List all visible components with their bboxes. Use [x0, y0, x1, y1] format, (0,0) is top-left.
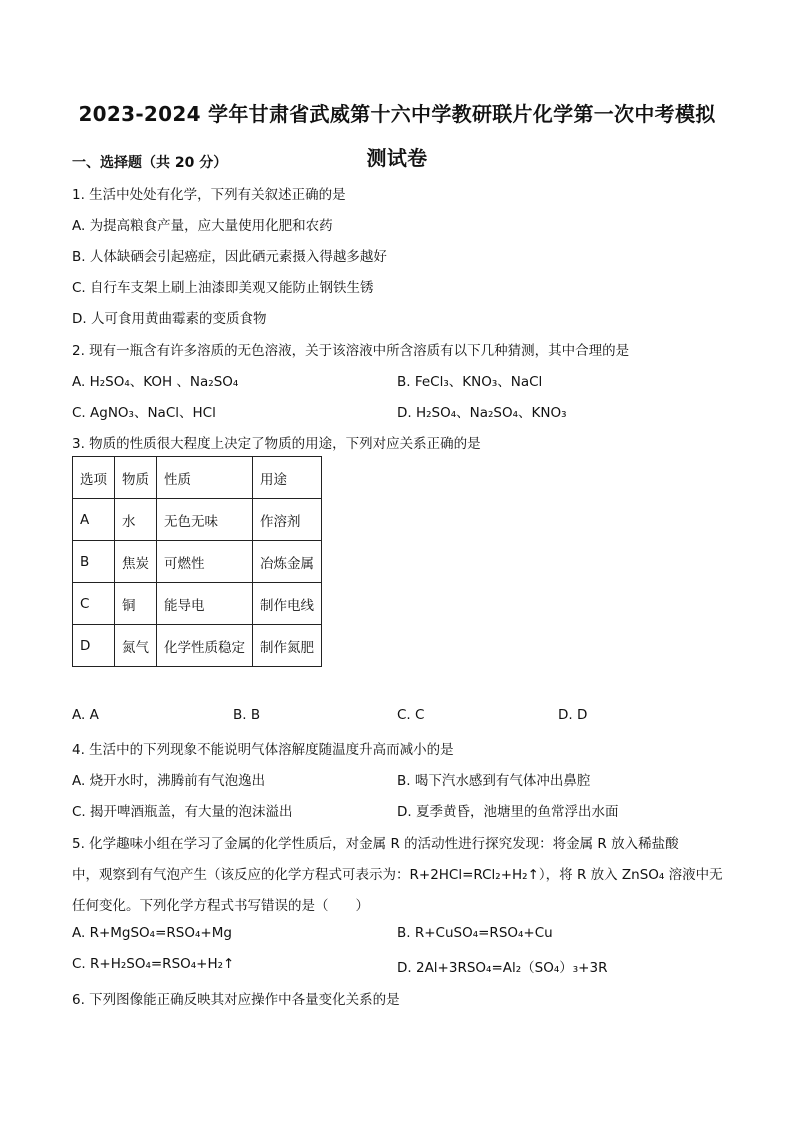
table-cell: 作溶剂: [253, 499, 322, 541]
q4-option-c: C. 揭开啤酒瓶盖，有大量的泡沫溢出: [72, 804, 293, 820]
table-cell: 可燃性: [157, 541, 253, 583]
q4-option-a: A. 烧开水时，沸腾前有气泡逸出: [72, 773, 266, 789]
table-header-row: [73, 457, 322, 499]
q3-option-d: D. D: [558, 707, 588, 723]
q3-option-b: B. B: [233, 707, 261, 723]
q5-option-c: C. R+H₂SO₄=RSO₄+H₂↑: [72, 956, 235, 972]
q1-option-b: B. 人体缺硒会引起癌症，因此硒元素摄入得越多越好: [72, 249, 387, 265]
q5-option-b: B. R+CuSO₄=RSO₄+Cu: [397, 925, 553, 941]
table-cell: D: [73, 625, 115, 667]
q4-stem: 4. 生活中的下列现象不能说明气体溶解度随温度升高而减小的是: [72, 742, 454, 758]
table-row: [73, 625, 322, 667]
table-row: [73, 583, 322, 625]
table-header-cell: 物质: [115, 457, 157, 499]
q4-option-d: D. 夏季黄昏，池塘里的鱼常浮出水面: [397, 804, 619, 820]
table-header-cell: 用途: [253, 457, 322, 499]
q1-option-d: D. 人可食用黄曲霉素的变质食物: [72, 311, 267, 327]
q2-option-a: A. H₂SO₄、KOH 、Na₂SO₄: [72, 374, 239, 390]
table-cell: 水: [115, 499, 157, 541]
q5-stem-line1: 5. 化学趣味小组在学习了金属的化学性质后，对金属 R 的活动性进行探究发现：将金属 R 放入稀盐酸: [72, 836, 679, 852]
q3-property-table: [72, 456, 322, 667]
q6-stem: 6. 下列图像能正确反映其对应操作中各量变化关系的是: [72, 992, 400, 1008]
q2-option-d: D. H₂SO₄、Na₂SO₄、KNO₃: [397, 405, 567, 421]
table-header-cell: 性质: [157, 457, 253, 499]
q5-stem-line3: 任何变化。下列化学方程式书写错误的是（ ）: [72, 898, 369, 914]
q3-option-c: C. C: [397, 707, 425, 723]
table-cell: 氮气: [115, 625, 157, 667]
table-cell: 制作电线: [253, 583, 322, 625]
table-cell: 无色无味: [157, 499, 253, 541]
q3-stem: 3. 物质的性质很大程度上决定了物质的用途，下列对应关系正确的是: [72, 436, 481, 452]
q5-stem-line2: 中，观察到有气泡产生（该反应的化学方程式可表示为：R+2HCl=RCl₂+H₂↑），将 R 放入 ZnSO₄ 溶液中无: [72, 867, 723, 883]
table-cell: A: [73, 499, 115, 541]
exam-title-line1: 2023-2024 学年甘肃省武威第十六中学教研联片化学第一次中考模拟: [78, 102, 716, 126]
section-heading: 一、选择题（共 20 分）: [72, 155, 228, 171]
table-cell: C: [73, 583, 115, 625]
table-row: [73, 499, 322, 541]
q4-option-b: B. 喝下汽水感到有气体冲出鼻腔: [397, 773, 591, 789]
table-cell: B: [73, 541, 115, 583]
q1-option-c: C. 自行车支架上刷上油漆即美观又能防止钢铁生锈: [72, 280, 374, 296]
table-header-cell: 选项: [73, 457, 115, 499]
q5-option-d: D. 2Al+3RSO₄=Al₂（SO₄）₃+3R: [397, 960, 608, 976]
table-cell: 冶炼金属: [253, 541, 322, 583]
exam-title-line2: 测试卷: [366, 146, 428, 170]
q5-option-a: A. R+MgSO₄=RSO₄+Mg: [72, 925, 232, 941]
q1-option-a: A. 为提高粮食产量，应大量使用化肥和农药: [72, 218, 333, 234]
table-cell: 焦炭: [115, 541, 157, 583]
q1-stem: 1. 生活中处处有化学，下列有关叙述正确的是: [72, 187, 346, 203]
q3-option-a: A. A: [72, 707, 99, 723]
q2-option-b: B. FeCl₃、KNO₃、NaCl: [397, 374, 543, 390]
q2-option-c: C. AgNO₃、NaCl、HCl: [72, 405, 216, 421]
table-cell: 化学性质稳定: [157, 625, 253, 667]
table-cell: 能导电: [157, 583, 253, 625]
q2-stem: 2. 现有一瓶含有许多溶质的无色溶液，关于该溶液中所含溶质有以下几种猜测，其中合理的是: [72, 343, 630, 359]
table-row: [73, 541, 322, 583]
table-cell: 铜: [115, 583, 157, 625]
table-cell: 制作氮肥: [253, 625, 322, 667]
